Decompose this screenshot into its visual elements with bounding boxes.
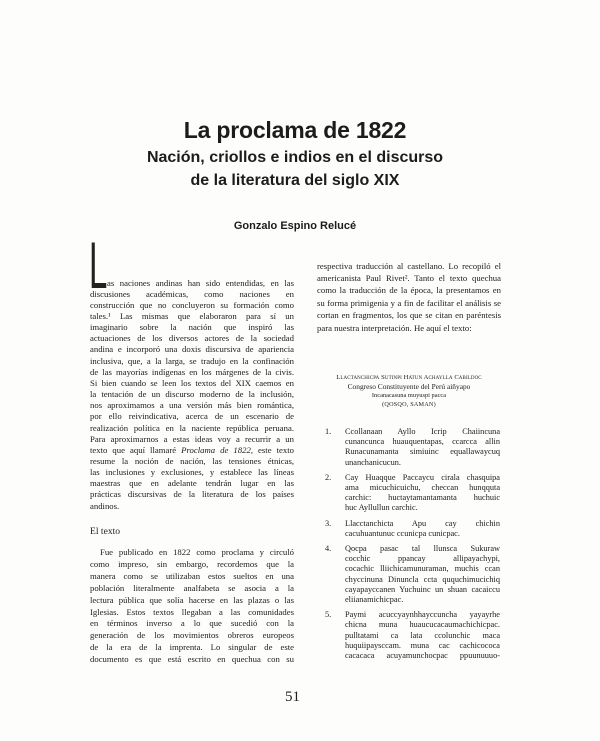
fragment-number: 5. bbox=[325, 610, 332, 620]
text-line: carchic: huctaytamantamanta huchuic bbox=[345, 493, 500, 503]
text-line: cacuhuantunuc ccunicpa cunicpac. bbox=[345, 528, 460, 538]
fragment-text bbox=[345, 544, 500, 605]
article-subtitle-line: de la literatura del siglo XIX bbox=[190, 171, 400, 189]
intro-paragraph bbox=[90, 278, 294, 512]
text-line: unanchanicucun. bbox=[345, 457, 401, 467]
text-line: su forma primigenia y a fin de facilitar el análisis se bbox=[317, 297, 501, 308]
text-line: manera como se utilizaban estos sueltos en una bbox=[90, 570, 294, 581]
text-line: cacacaca acuyamunchocpac ppuunuuuo- bbox=[345, 651, 500, 661]
text-line: para nuestra interpretación. He aquí el texto: bbox=[317, 322, 472, 333]
text-line: la tentación de un discurso moderno de la inclusión, bbox=[90, 389, 294, 400]
text-line: Ccollanaan Ayllo Icrip Chaiincuna bbox=[345, 427, 500, 436]
text-line: imaginario sobre la nación que inspiró las bbox=[90, 322, 294, 333]
fragment-text bbox=[345, 473, 500, 514]
text-line: nos aproximamos a una versión más bien romántica, bbox=[90, 400, 294, 411]
text-line: chyccinuna Dinuncla ccta ququchimucichiq bbox=[345, 574, 500, 584]
fragment-number: 3. bbox=[325, 518, 332, 528]
article-title: La proclama de 1822 bbox=[183, 117, 407, 143]
text-line: construcción que no concluyeron su formación como bbox=[90, 299, 294, 310]
text-line: como impreso, sin embargo, recordemos que la bbox=[90, 558, 294, 569]
text-line: actuaciones de los diversos actores de la sociedad bbox=[90, 333, 294, 344]
text-line: cayapayccanen Yuchuinc un shuan cacaiccu bbox=[345, 584, 500, 594]
source-heading-line: Llactanchicpa Sutinpi Hatun Achaylla Cabildoc bbox=[336, 373, 482, 381]
text-line: Paymi acuccyaynhhayccuncha yayayrhe bbox=[345, 610, 500, 620]
fragment-number: 4. bbox=[325, 544, 332, 554]
text-line: prácticas discursivas de la literatura de los países bbox=[90, 489, 294, 500]
text-line: de la era de la imprenta. Lo singular de este bbox=[90, 642, 294, 653]
text-line: respectiva traducción al castellano. Lo recopiló el bbox=[317, 260, 501, 271]
text-line: documento es que está escrito en quechua con su bbox=[90, 654, 294, 665]
text-line: las inclusiones y exclusiones, y establece las líneas bbox=[90, 467, 294, 478]
text-segment: texto que aquí llamaré bbox=[90, 444, 182, 455]
text-line: Si bien cuando se leen los textos del XIX caemos en bbox=[90, 377, 294, 388]
source-heading bbox=[317, 373, 501, 409]
text-line: Para aproximarnos a estas ideas voy a recurrir a un bbox=[90, 433, 294, 444]
fragment-item bbox=[325, 610, 501, 661]
source-heading-line: (QOSQO, SAMAN) bbox=[382, 400, 436, 408]
fragment-text bbox=[345, 610, 500, 661]
text-line: población literalmente analfabeta se asocia a la bbox=[90, 582, 294, 593]
text-line: en términos inverso a lo que sucedió con la bbox=[90, 618, 294, 629]
text-line: americanista Paul Rivet². Tanto el texto quechua bbox=[317, 272, 501, 283]
fragment-list bbox=[325, 427, 501, 666]
text-line: cocchic ppancay allipayachypi, bbox=[345, 554, 500, 564]
text-line: ama micuchicuichu, checcan hunqquta bbox=[345, 483, 500, 493]
text-line: Runacunamanta simiuinc equallawaycuq bbox=[345, 447, 500, 457]
text-line: cocachic lliichicamunuraman, muchis ccan bbox=[345, 564, 500, 574]
text-segment: , este texto bbox=[250, 444, 294, 455]
text-line: Llacctanchicta Apu cay chichin bbox=[345, 518, 500, 528]
text-line: huc Ayllullun carchic. bbox=[345, 503, 418, 513]
fragment-text bbox=[345, 427, 500, 468]
text-line: realización política en la naciente república peruana. bbox=[90, 422, 294, 433]
text-line: pulltatami ca lata ccolunchic maca bbox=[345, 630, 500, 640]
text-line: de las mayorías indígenas en los márgenes de la civis. bbox=[90, 366, 294, 377]
text-line: chicna muna huaucucacaumachichicpac. bbox=[345, 620, 500, 630]
source-heading-line: Congreso Constituyente del Perú aiñyapo bbox=[347, 381, 471, 391]
text-line: Cay Huaqque Paccaycu cirala chasquipa bbox=[345, 472, 500, 482]
source-heading-line: Incanacasuna muyuspi pacca bbox=[371, 391, 447, 399]
text-line: Qocpa pasac tal llunsca Sukuraw bbox=[345, 544, 500, 554]
text-line: as naciones andinas han sido entendidas, en las bbox=[107, 277, 294, 288]
text-line: tales.¹ Las mismas que elaboraron para sí un bbox=[90, 310, 294, 321]
text-line: como la traducción de la época, la presentamos en bbox=[317, 285, 501, 296]
emphasized-title: Proclama de 1822 bbox=[181, 444, 251, 455]
fragment-item bbox=[325, 473, 501, 514]
text-line: resume la noción de nación, las tensiones étnicas, bbox=[90, 456, 294, 466]
text-line: Iglesias. Estos textos llegaban a las comunidades bbox=[90, 606, 294, 617]
text-line: discusiones académicas, como naciones en bbox=[90, 288, 294, 299]
section-heading: El texto bbox=[90, 525, 121, 537]
continuation-paragraph bbox=[317, 260, 501, 334]
fragment-number: 1. bbox=[325, 427, 332, 436]
page-number: 51 bbox=[285, 689, 300, 705]
text-line bbox=[90, 445, 294, 456]
text-line: cortan en fragmentos, los que se citan en paréntesis bbox=[317, 310, 501, 321]
text-line: andinos. bbox=[90, 500, 120, 511]
fragment-text bbox=[345, 519, 500, 539]
drop-cap: L bbox=[89, 228, 108, 302]
text-line: eliianamichicpac. bbox=[345, 595, 404, 605]
text-line: cunancunca huauquentapas, ccarcca allin bbox=[345, 437, 500, 447]
fragment-item bbox=[325, 519, 501, 539]
text-line: Fue publicado en 1822 como proclama y circuló bbox=[100, 547, 294, 557]
fragment-number: 2. bbox=[325, 472, 332, 482]
author-name: Gonzalo Espino Relucé bbox=[233, 220, 357, 232]
text-line: generación de los movimientos obreros europeos bbox=[90, 630, 294, 641]
text-line: andina e incorporó una doxis discursiva de apariencia bbox=[90, 344, 294, 355]
text-line: lectura pública que solía hacerse en las plazas o las bbox=[90, 594, 294, 605]
text-line: inclusiva, que, a la larga, se tradujo en la confinación bbox=[90, 355, 294, 366]
text-line: maestras que en adelante tendrán lugar en las bbox=[90, 478, 294, 489]
fragment-item bbox=[325, 427, 501, 468]
fragment-item bbox=[325, 544, 501, 605]
section-paragraph bbox=[90, 547, 294, 666]
article-subtitle-line: Nación, criollos e indios en el discurso bbox=[146, 148, 444, 166]
article-subtitle bbox=[90, 146, 500, 192]
text-line: huquiipaysccam. muna cac cachicococa bbox=[345, 640, 500, 650]
text-line: por ello reivindicativa, acerca de un escenario de bbox=[90, 411, 294, 422]
